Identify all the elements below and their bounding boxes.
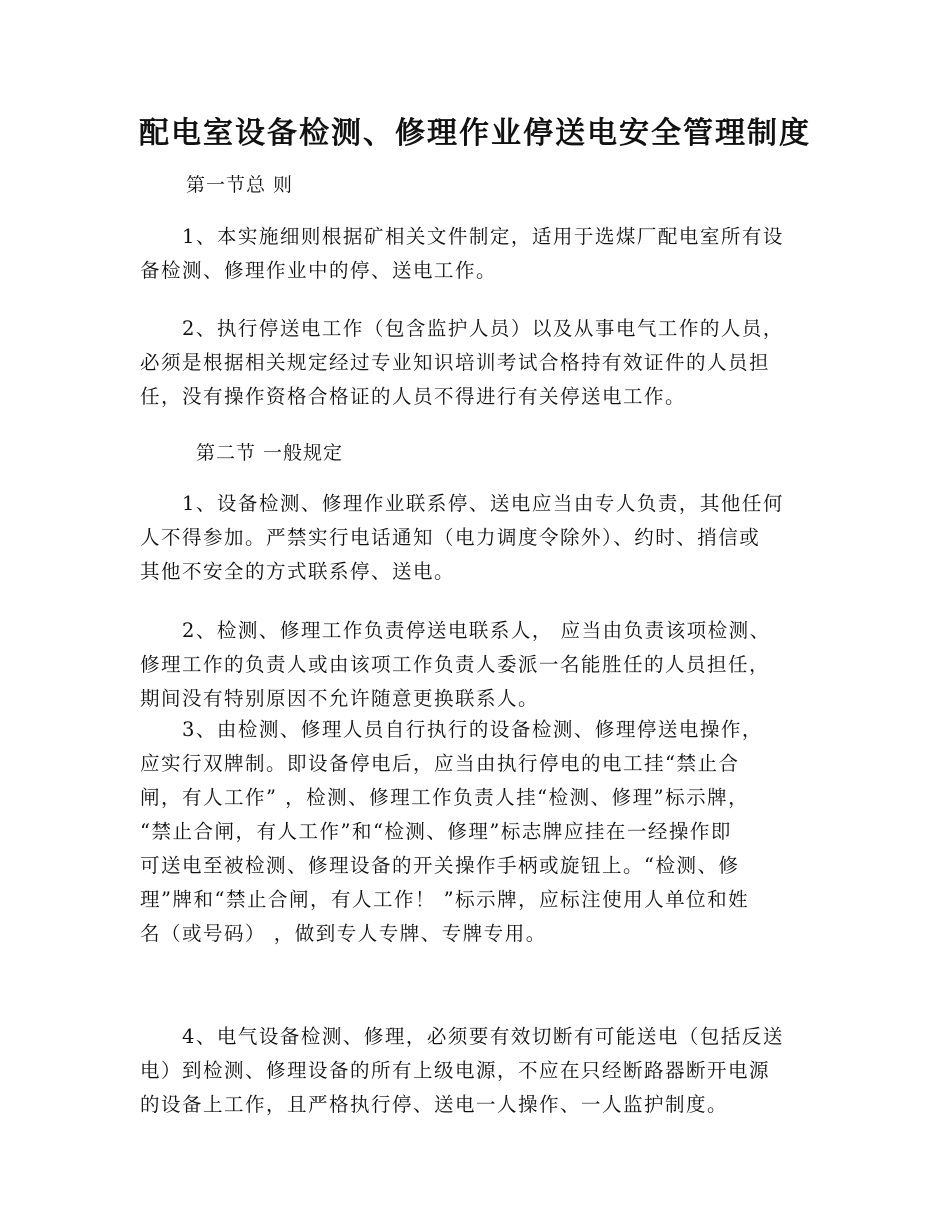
document-title: 配电室设备检测、修理作业停送电安全管理制度	[139, 116, 811, 151]
paragraph	[140, 312, 812, 414]
section-heading: 第一节总 则	[186, 174, 294, 196]
paragraph-line: 必须是根据相关规定经过专业知识培训考试合格持有效证件的人员担	[140, 351, 771, 374]
paragraph-line: 电）到检测、修理设备的所有上级电源，不应在只经断路器断开电源	[140, 1059, 771, 1082]
paragraph-line: 闸，有人工作” ，检测、修理工作负责人挂“检测、修理”标示牌，	[140, 786, 750, 809]
paragraph-line: 4、电气设备检测、修理，必须要有效切断有可能送电（包括反送	[182, 1025, 784, 1048]
paragraph-line: 修理工作的负责人或由该项工作负责人委派一名能胜任的人员担任，	[140, 653, 771, 676]
paragraph-line: 1、本实施细则根据矿相关文件制定，适用于选煤厂配电室所有设	[182, 225, 784, 248]
paragraph-line: 名（或号码） ，做到专人专牌、专牌专用。	[140, 922, 547, 945]
paragraph	[140, 614, 812, 716]
paragraph	[140, 1020, 812, 1122]
paragraph	[140, 220, 812, 288]
paragraph-line: 期间没有特别原因不允许随意更换联系人。	[140, 687, 540, 710]
paragraph-line: 的设备上工作，且严格执行停、送电一人操作、一人监护制度。	[140, 1093, 729, 1116]
paragraph-line: 2、检测、修理工作负责停送电联系人， 应当由负责该项检测、	[182, 619, 771, 642]
paragraph	[140, 487, 812, 589]
paragraph-line: 人不得参加。严禁实行电话通知（电力调度令除外）、约时、捎信或	[140, 526, 761, 549]
section-heading: 第二节 一般规定	[196, 442, 344, 464]
paragraph-line: 应实行双牌制。即设备停电后，应当由执行停电的电工挂“禁止合	[140, 752, 740, 775]
paragraph-line: 2、执行停送电工作（包含监护人员）以及从事电气工作的人员，	[182, 317, 784, 340]
paragraph-line: 其他不安全的方式联系停、送电。	[140, 560, 456, 583]
paragraph-line: 可送电至被检测、修理设备的开关操作手柄或旋钮上。“检测、修	[140, 854, 740, 877]
paragraph-line: 理”牌和“禁止合闸，有人工作！ ”标示牌，应标注使用人单位和姓	[140, 888, 750, 911]
paragraph-line: 任，没有操作资格合格证的人员不得进行有关停送电工作。	[140, 385, 687, 408]
paragraph-line: “禁止合闸，有人工作”和“检测、修理”标志牌应挂在一经操作即	[140, 820, 732, 843]
paragraph-line: 1、设备检测、修理作业联系停、送电应当由专人负责，其他任何	[182, 492, 784, 515]
paragraph	[140, 713, 812, 951]
paragraph-line: 3、由检测、修理人员自行执行的设备检测、修理停送电操作，	[182, 718, 763, 741]
paragraph-line: 备检测、修理作业中的停、送电工作。	[140, 259, 498, 282]
